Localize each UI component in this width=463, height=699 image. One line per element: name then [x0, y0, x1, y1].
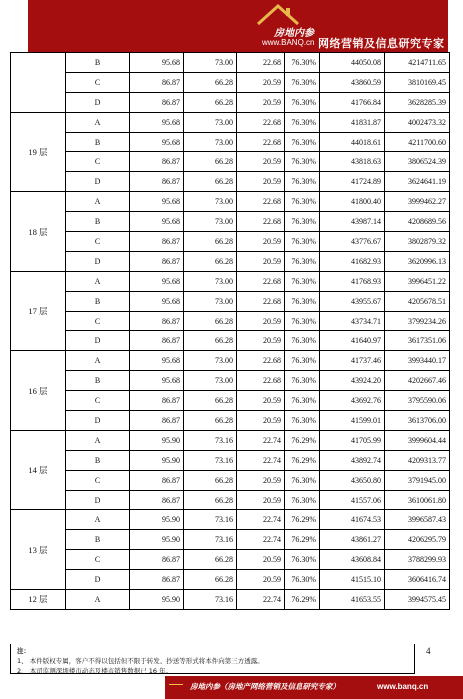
unit-cell: C [66, 550, 130, 570]
value-cell-f: 3795590.06 [385, 391, 450, 411]
value-cell-c: 20.59 [237, 331, 285, 351]
table-row [11, 311, 450, 331]
value-cell-b: 66.28 [184, 411, 237, 431]
value-cell-e: 44018.61 [320, 132, 385, 152]
floor-cell: 18 层 [11, 192, 66, 272]
value-cell-f: 4205678.51 [385, 291, 450, 311]
unit-cell: D [66, 251, 130, 271]
value-cell-f: 3993440.17 [385, 351, 450, 371]
value-cell-d: 76.30% [285, 212, 320, 232]
footer-accent-line [169, 684, 183, 685]
value-cell-b: 66.28 [184, 232, 237, 252]
value-cell-c: 20.59 [237, 251, 285, 271]
value-cell-b: 66.28 [184, 152, 237, 172]
table-row [11, 450, 450, 470]
unit-cell: D [66, 411, 130, 431]
value-cell-b: 73.16 [184, 590, 237, 610]
value-cell-b: 73.16 [184, 430, 237, 450]
table-row [11, 510, 450, 530]
value-cell-a: 95.90 [130, 450, 184, 470]
value-cell-d: 76.30% [285, 53, 320, 73]
value-cell-c: 22.68 [237, 371, 285, 391]
value-cell-c: 22.68 [237, 212, 285, 232]
value-cell-f: 3810169.45 [385, 72, 450, 92]
value-cell-a: 86.87 [130, 232, 184, 252]
value-cell-f: 4002473.32 [385, 112, 450, 132]
table-row [11, 331, 450, 351]
unit-cell: C [66, 72, 130, 92]
page-footer [165, 676, 463, 699]
value-cell-f: 3791945.00 [385, 470, 450, 490]
floor-cell: 12 层 [11, 590, 66, 610]
value-cell-b: 66.28 [184, 550, 237, 570]
header-slogan: 网络营销及信息研究专家 [318, 37, 445, 50]
value-cell-a: 95.68 [130, 192, 184, 212]
value-cell-c: 22.74 [237, 530, 285, 550]
unit-cell: C [66, 311, 130, 331]
unit-cell: A [66, 430, 130, 450]
value-cell-d: 76.29% [285, 590, 320, 610]
value-cell-a: 86.87 [130, 391, 184, 411]
value-cell-d: 76.30% [285, 371, 320, 391]
value-cell-f: 3806524.39 [385, 152, 450, 172]
value-cell-f: 3628285.39 [385, 92, 450, 112]
value-cell-a: 95.68 [130, 371, 184, 391]
value-cell-f: 3996451.22 [385, 271, 450, 291]
value-cell-f: 3994575.45 [385, 590, 450, 610]
unit-cell: A [66, 351, 130, 371]
value-cell-b: 73.00 [184, 132, 237, 152]
value-cell-d: 76.30% [285, 490, 320, 510]
value-cell-f: 4211700.60 [385, 132, 450, 152]
floor-cell: 13 层 [11, 510, 66, 590]
table-row [11, 411, 450, 431]
value-cell-e: 43861.27 [320, 530, 385, 550]
value-cell-a: 95.68 [130, 132, 184, 152]
unit-cell: A [66, 192, 130, 212]
table-row [11, 351, 450, 371]
floor-cell: 17 层 [11, 271, 66, 351]
value-cell-c: 22.68 [237, 112, 285, 132]
value-cell-e: 43692.76 [320, 391, 385, 411]
value-cell-a: 95.90 [130, 430, 184, 450]
value-cell-b: 66.28 [184, 470, 237, 490]
unit-cell: C [66, 152, 130, 172]
value-cell-a: 86.87 [130, 470, 184, 490]
value-cell-a: 95.68 [130, 271, 184, 291]
value-cell-e: 41557.06 [320, 490, 385, 510]
table-row [11, 251, 450, 271]
value-cell-b: 73.00 [184, 112, 237, 132]
value-cell-f: 3999462.27 [385, 192, 450, 212]
value-cell-c: 20.59 [237, 550, 285, 570]
value-cell-b: 73.16 [184, 530, 237, 550]
value-cell-f: 4214711.65 [385, 53, 450, 73]
unit-cell: D [66, 172, 130, 192]
value-cell-a: 95.90 [130, 590, 184, 610]
table-row [11, 112, 450, 132]
notes-box [10, 644, 415, 674]
unit-cell: D [66, 92, 130, 112]
value-cell-c: 22.74 [237, 590, 285, 610]
value-cell-f: 3802879.32 [385, 232, 450, 252]
value-cell-e: 43924.20 [320, 371, 385, 391]
value-cell-a: 95.68 [130, 351, 184, 371]
value-cell-e: 41674.53 [320, 510, 385, 530]
value-cell-d: 76.30% [285, 72, 320, 92]
header-url: www.BANQ.cn [262, 38, 315, 47]
page-number: 4 [426, 646, 431, 656]
value-cell-e: 41705.99 [320, 430, 385, 450]
unit-cell: B [66, 371, 130, 391]
value-cell-a: 86.87 [130, 251, 184, 271]
table-row [11, 490, 450, 510]
value-cell-b: 73.00 [184, 291, 237, 311]
value-cell-a: 86.87 [130, 311, 184, 331]
value-cell-e: 43987.14 [320, 212, 385, 232]
table-row [11, 470, 450, 490]
value-cell-c: 20.59 [237, 411, 285, 431]
value-cell-c: 20.59 [237, 172, 285, 192]
table-row [11, 430, 450, 450]
value-cell-d: 76.30% [285, 351, 320, 371]
value-cell-e: 41515.10 [320, 570, 385, 590]
value-cell-e: 43860.59 [320, 72, 385, 92]
value-cell-e: 43650.80 [320, 470, 385, 490]
unit-cell: D [66, 490, 130, 510]
value-cell-c: 20.59 [237, 72, 285, 92]
table-row [11, 291, 450, 311]
value-cell-f: 3788299.93 [385, 550, 450, 570]
value-cell-a: 95.68 [130, 291, 184, 311]
value-cell-b: 73.16 [184, 450, 237, 470]
value-cell-f: 3799234.26 [385, 311, 450, 331]
table-row [11, 232, 450, 252]
value-cell-c: 22.68 [237, 271, 285, 291]
table-row [11, 391, 450, 411]
table-row [11, 212, 450, 232]
value-cell-d: 76.30% [285, 251, 320, 271]
value-cell-a: 86.87 [130, 172, 184, 192]
value-cell-c: 22.68 [237, 132, 285, 152]
value-cell-f: 3613706.00 [385, 411, 450, 431]
table-row [11, 53, 450, 73]
value-cell-e: 43818.63 [320, 152, 385, 172]
page-header [0, 0, 463, 58]
value-cell-b: 73.00 [184, 271, 237, 291]
value-cell-f: 3999604.44 [385, 430, 450, 450]
value-cell-e: 43955.67 [320, 291, 385, 311]
unit-cell: A [66, 112, 130, 132]
value-cell-a: 95.90 [130, 510, 184, 530]
unit-cell: B [66, 53, 130, 73]
table-row [11, 72, 450, 92]
value-cell-f: 4208689.56 [385, 212, 450, 232]
unit-cell: B [66, 212, 130, 232]
value-cell-e: 44050.08 [320, 53, 385, 73]
floor-cell [11, 53, 66, 113]
value-cell-c: 22.68 [237, 351, 285, 371]
table-row [11, 132, 450, 152]
value-cell-c: 22.68 [237, 192, 285, 212]
value-cell-c: 22.68 [237, 53, 285, 73]
value-cell-e: 41737.46 [320, 351, 385, 371]
unit-cell: D [66, 331, 130, 351]
value-cell-a: 86.87 [130, 490, 184, 510]
value-cell-a: 86.87 [130, 72, 184, 92]
value-cell-a: 86.87 [130, 152, 184, 172]
value-cell-a: 86.87 [130, 331, 184, 351]
value-cell-d: 76.30% [285, 550, 320, 570]
table-row [11, 550, 450, 570]
value-cell-c: 20.59 [237, 152, 285, 172]
value-cell-b: 73.00 [184, 212, 237, 232]
unit-cell: C [66, 232, 130, 252]
value-cell-a: 86.87 [130, 570, 184, 590]
unit-cell: C [66, 391, 130, 411]
notes-title: 注： [17, 647, 30, 655]
unit-cell: B [66, 132, 130, 152]
value-cell-b: 73.00 [184, 53, 237, 73]
value-cell-d: 76.30% [285, 112, 320, 132]
value-cell-d: 76.29% [285, 510, 320, 530]
value-cell-d: 76.30% [285, 311, 320, 331]
value-cell-f: 3620996.13 [385, 251, 450, 271]
value-cell-c: 22.74 [237, 430, 285, 450]
table-row [11, 271, 450, 291]
value-cell-b: 66.28 [184, 172, 237, 192]
value-cell-b: 66.28 [184, 251, 237, 271]
value-cell-c: 20.59 [237, 232, 285, 252]
value-cell-d: 76.30% [285, 271, 320, 291]
value-cell-e: 43734.71 [320, 311, 385, 331]
value-cell-b: 66.28 [184, 490, 237, 510]
floor-cell: 14 层 [11, 430, 66, 510]
unit-cell: C [66, 470, 130, 490]
table-row [11, 590, 450, 610]
value-cell-f: 4206295.79 [385, 530, 450, 550]
value-cell-a: 95.68 [130, 112, 184, 132]
footer-url: www.banq.cn [377, 682, 429, 691]
value-cell-a: 95.68 [130, 212, 184, 232]
table-row [11, 530, 450, 550]
notes-line-1: 1、 本件版权专属，客户不得以包括但不限于转发、抄送等形式将本件向第三方透露。 [17, 657, 264, 665]
value-cell-e: 43892.74 [320, 450, 385, 470]
value-cell-c: 20.59 [237, 391, 285, 411]
table-row [11, 570, 450, 590]
value-cell-d: 76.30% [285, 92, 320, 112]
value-cell-f: 3996587.43 [385, 510, 450, 530]
value-cell-f: 3624641.19 [385, 172, 450, 192]
value-cell-d: 76.29% [285, 450, 320, 470]
value-cell-c: 20.59 [237, 470, 285, 490]
value-cell-b: 66.28 [184, 331, 237, 351]
value-cell-d: 76.30% [285, 232, 320, 252]
value-cell-a: 86.87 [130, 550, 184, 570]
value-cell-e: 41724.89 [320, 172, 385, 192]
unit-cell: B [66, 530, 130, 550]
value-cell-c: 20.59 [237, 311, 285, 331]
value-cell-f: 4202667.46 [385, 371, 450, 391]
unit-cell: A [66, 271, 130, 291]
value-cell-c: 22.68 [237, 291, 285, 311]
logo-text: 房地内参 [274, 28, 314, 39]
value-cell-e: 41640.97 [320, 331, 385, 351]
floor-cell: 19 层 [11, 112, 66, 192]
value-cell-d: 76.30% [285, 470, 320, 490]
value-cell-c: 20.59 [237, 92, 285, 112]
value-cell-d: 76.29% [285, 430, 320, 450]
value-cell-e: 41682.93 [320, 251, 385, 271]
value-cell-b: 73.00 [184, 351, 237, 371]
value-cell-b: 66.28 [184, 311, 237, 331]
value-cell-d: 76.30% [285, 391, 320, 411]
table-row [11, 192, 450, 212]
value-cell-d: 76.30% [285, 172, 320, 192]
value-cell-d: 76.30% [285, 192, 320, 212]
table-row [11, 172, 450, 192]
value-cell-d: 76.30% [285, 570, 320, 590]
unit-cell: A [66, 510, 130, 530]
value-cell-f: 3610061.80 [385, 490, 450, 510]
value-cell-d: 76.30% [285, 291, 320, 311]
value-cell-e: 41800.40 [320, 192, 385, 212]
floor-cell: 16 层 [11, 351, 66, 431]
value-cell-d: 76.30% [285, 152, 320, 172]
unit-cell: D [66, 570, 130, 590]
price-table [10, 52, 450, 610]
value-cell-b: 73.16 [184, 510, 237, 530]
value-cell-b: 66.28 [184, 72, 237, 92]
value-cell-e: 43776.67 [320, 232, 385, 252]
value-cell-a: 95.90 [130, 530, 184, 550]
unit-cell: B [66, 450, 130, 470]
value-cell-c: 20.59 [237, 490, 285, 510]
unit-cell: B [66, 291, 130, 311]
value-cell-f: 3617351.06 [385, 331, 450, 351]
value-cell-e: 41766.84 [320, 92, 385, 112]
value-cell-d: 76.30% [285, 411, 320, 431]
value-cell-e: 43608.84 [320, 550, 385, 570]
value-cell-d: 76.30% [285, 331, 320, 351]
unit-cell: A [66, 590, 130, 610]
table-row [11, 371, 450, 391]
value-cell-c: 20.59 [237, 570, 285, 590]
value-cell-e: 41653.55 [320, 590, 385, 610]
value-cell-b: 66.28 [184, 570, 237, 590]
value-cell-c: 22.74 [237, 510, 285, 530]
value-cell-e: 41599.01 [320, 411, 385, 431]
table-row [11, 152, 450, 172]
value-cell-b: 73.00 [184, 371, 237, 391]
value-cell-b: 73.00 [184, 192, 237, 212]
value-cell-d: 76.29% [285, 530, 320, 550]
value-cell-a: 86.87 [130, 92, 184, 112]
value-cell-f: 3606416.74 [385, 570, 450, 590]
notes-line-2: 2、 本司监测深圳楼市动态及楼市销售数据已 16 年。 [17, 667, 173, 675]
value-cell-b: 66.28 [184, 92, 237, 112]
value-cell-e: 41768.93 [320, 271, 385, 291]
value-cell-d: 76.30% [285, 132, 320, 152]
value-cell-b: 66.28 [184, 391, 237, 411]
value-cell-a: 95.68 [130, 53, 184, 73]
value-cell-c: 22.74 [237, 450, 285, 470]
value-cell-e: 41831.87 [320, 112, 385, 132]
footer-text: 房地内参（房地产网络营销及信息研究专家） [190, 682, 340, 691]
value-cell-f: 4209313.77 [385, 450, 450, 470]
value-cell-a: 86.87 [130, 411, 184, 431]
table-row [11, 92, 450, 112]
